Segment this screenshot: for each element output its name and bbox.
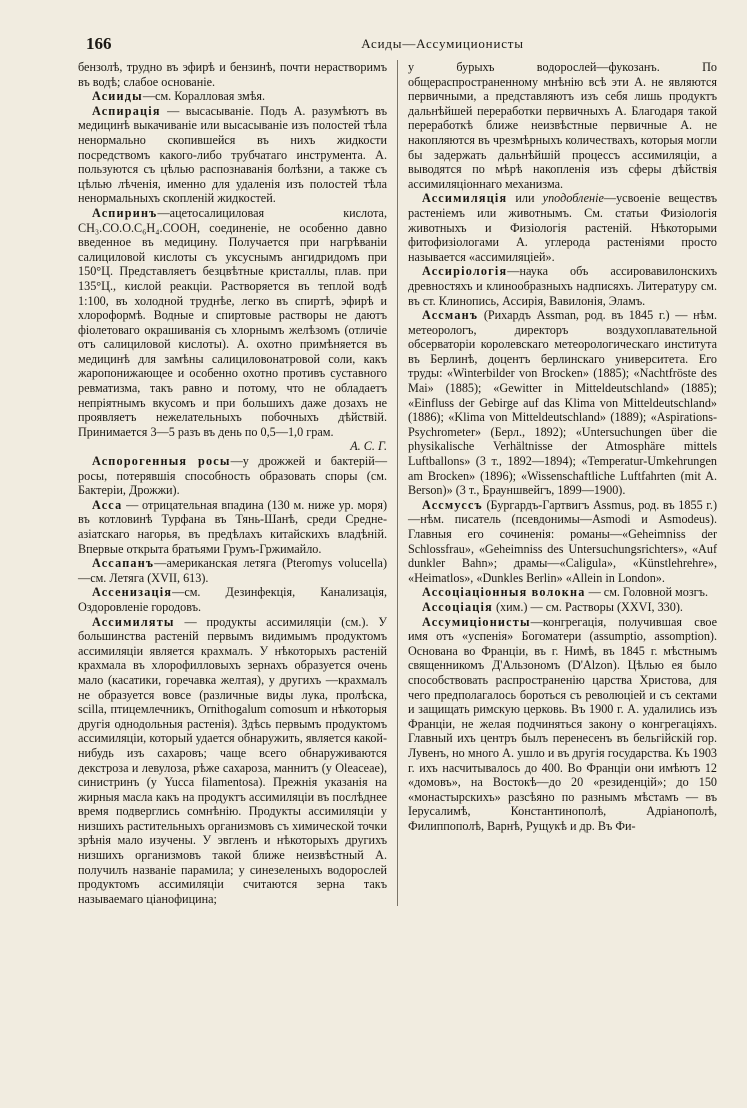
entry-headword: Ассоціаціонныя волокна [422,585,586,600]
entry-headword: Ассапанъ [92,556,155,571]
entry-text: — продукты ассимиляціи (см.). У большинства растеній первымъ видимымъ продуктомъ ассимиляціи является крахмалъ. У нѣкоторыхъ растеній крахмала въ хлорофилловыхъ зернахъ образуется очень мало (касатики, горечавка желтая), у другихъ —крахмалъ не образуется вовсе (различные виды лука, пролѣска, scilla, птицемлечникъ, Ornithogalum comosum и нѣкоторыя другія однодольныя растенія). Здѣсь первымъ продуктомъ ассимиляціи, который удается обнаружить, является какой-нибудь изъ сахаровъ; чаще всего обнаруживаются декстроза и левулоза, рѣже сахароза, маннитъ (у Oleaceae), синистринъ (у Yucca filamentosa). Прежнія указанія на жирныя масла какъ на продуктъ ассимиляціи въ послѣднее время подверглись сомнѣнію. Продукты ассимиляціи у низшихъ растительныхъ организмовъ съ химической точки зрѣнія мало изучены. У эвгленъ и нѣкоторыхъ другихъ низшихъ организмовъ такой ближе неизвѣстный А. получилъ названіе парамила; у синезеленыхъ водорослей продуктомъ ассимиляціи считаются зерна такъ называемаго ціанофицина; [78,614,388,906]
entry [78,585,387,614]
page-number: 166 [86,34,112,53]
left-column [78,60,387,906]
entry [408,264,717,308]
entry [408,191,717,264]
entry-headword: Ассмуссъ [422,497,483,512]
entry-text: у бурыхъ водорослей—фукозанъ. По общераспространенному мнѣнію всѣ эти А. не являются первичными, а представляютъ изъ себя лишь продуктъ дальнѣйшей переработки первичныхъ А. Благодаря такой переработкѣ ближе неизвѣстные первичные А. не накопляются въ чрезмѣрныхъ количествахъ, которыя могли бы задержать дальнѣйшій процессъ ассимиляціи, а выводятся по мѣрѣ накопленія изъ сферы дѣйствія ассимиляціоннаго механизма. [408,60,718,191]
entry-text: — высасываніе. Подъ А. разумѣютъ въ медицинѣ выкачиваніе или высасываніе изъ полостей тѣла ненормально скопившейся въ нихъ жидкости посредствомъ какого-либо трубчатаго инструмента. А. пользуются съ цѣлью распознаванія болѣзни, а также съ цѣлью лѣченія, именно для удаленія изъ полостей тѣла ненормальныхъ скопленій жидкостей. [78,103,388,206]
entry-headword: Ассенизація [92,585,173,600]
entry [408,498,717,586]
entry [408,585,717,600]
right-column [408,60,717,906]
text-columns [78,60,717,906]
entry-text: (Бургардъ-Гартвигъ Assmus, род. въ 1855 г.)—нѣм. писатель (псевдонимы—Asmodi и Asmodeus). Главныя его сочиненія: романы—«Geheimniss der Schlossfrau», «Geheimniss des Untersuchungsrichters», «Auf dunkler Bahn»; драмы—«Caligula», «Künstlehrehre», «Heimatlos», «Dunkles Berlin» «Allein in London». [408,497,718,585]
entry-text: бензолѣ, трудно въ эфирѣ и бензинѣ, почти нерастворимъ въ водѣ; слабое основаніе. [78,60,388,89]
entry-text: (хим.) — см. Растворы (XXVI, 330). [492,599,683,614]
running-title: Асиды—Ассумиционисты [361,36,524,51]
entry-headword: Ассумиціонисты [422,614,531,629]
entry-italic: уподобленіе [542,191,604,206]
entry [78,206,387,454]
entry-text: —наука объ ассировавилонскихъ древностяхъ и клинообразныхъ надписяхъ. Литературу см. въ ст. Клинопись, Ассирія, Вавилонія, Эламъ. [408,264,718,308]
entry [78,498,387,556]
entry [408,308,717,498]
entry-headword: Асса [92,497,123,512]
entry [78,104,387,206]
entry-headword: Аспорогенныя росы [92,454,231,469]
entry [408,600,717,615]
entry [78,615,387,907]
entry-text: —конгрегація, получившая свое имя отъ «успенія» Богоматери (assumptio, assomption). Основана во Франціи, въ г. Нимѣ, въ 1845 г. мѣстнымъ священникомъ Д'Альзономъ (D'Alzon). Цѣлью ея было способствовать распространенію царства Христова, для чего предполагалось бороться съ революціей и съ сектами и защищать римскую церковь. Въ 1900 г. А. удалились изъ Франціи, не желая подчиняться закону о конгрегаціяхъ. Главный ихъ центръ былъ перенесенъ въ бельгійскій гор. Лувенъ, но много А. ушло и въ другія государства. Къ 1903 г. ихъ насчитывалось до 400. Во Франціи они имѣютъ 12 «домовъ», на Востокѣ—до 20 «резиденцій»; до 150 «монастырскихъ» разсѣяно по разнымъ мѣстамъ — въ Іерусалимѣ, Константинополѣ, Адріанополѣ, Филиппополѣ, Варнѣ, Рущукѣ и др. Въ Фи- [408,614,718,833]
entry-continuation [78,60,387,89]
entry-headword: Аспиринъ [92,205,158,220]
entry-headword: Ассимиляція [422,191,508,206]
entry [408,615,717,834]
entry-text: — см. Головной мозгъ. [585,585,709,600]
entry-text: —см. Дезинфекція, Канализація, Оздоровленіе городовъ. [78,585,388,614]
entry-text: —ацетосалициловая кислота, CH₃.CO.O.C₆H₄.COOH, соединеніе, не особенно давно введенное въ медицину. Получается при нагрѣваніи салициловой кислоты съ уксуснымъ ангидридомъ при 150°Ц. Представляетъ безцвѣтные кристаллы, плав. при 135°Ц., кислой реакціи. Растворяется въ теплой водѣ 1:100, въ холодной труднѣе, легко въ спиртѣ, эфирѣ и хлороформѣ. Водные и спиртовые растворы не даютъ фіолетоваго окрашиванія съ хлорнымъ желѣзомъ (отличіе отъ салициловой кислоты). А. охотно примѣняется въ медицинѣ для замѣны салициловонатровой соли, какъ жаропонижающее и особенно охотно противъ суставного ревматизма, такъ равно и потому, что не обладаетъ непріятнымъ вкусомъ и при большихъ даже дозахъ не проявляетъ нежелательныхъ побочныхъ дѣйствій. Принимается 3—5 разъ въ день по 0,5—1,0 грам. [78,205,388,439]
entry-headword: Асииды [92,89,143,104]
entry-text: —у дрожжей и бактерій—росы, потерявшія способность образовать споры (см. Бактеріи, Дрожжи). [78,454,388,498]
entry-text: или [507,191,543,206]
page-header [78,30,717,60]
entry-text: —американская летяга (Pteromys volucella)—см. Летяга (XVII, 613). [78,556,388,585]
entry-continuation [408,60,717,191]
entry-text: —усвоеніе веществъ растеніемъ или животнымъ. См. статьи Физіологія животныхъ и Физіологія растеній. Нѣкоторыми фитофизіологами А. углерода растеніями просто называется «ассимиляціей». [408,191,718,264]
entry-text: —см. Коралловая змѣя. [142,89,266,104]
entry [78,454,387,498]
column-divider [397,60,398,906]
entry-headword: Ассманъ [422,308,479,323]
entry-text: — отрицательная впадина (130 м. ниже ур. моря) въ котловинѣ Турфана въ Тянь-Шанѣ, среди Средне-азіатскаго нагорья, въ предѣлахъ китайскихъ владѣній. Впервые открыта братьями Грумъ-Гржимайло. [78,497,388,556]
entry-headword: Ассимиляты [92,614,175,629]
entry [78,556,387,585]
entry-headword: Ассиріологія [422,264,508,279]
entry-headword: Аспирація [92,103,161,118]
entry-signature: А. С. Г. [350,439,388,454]
entry-text: (Рихардъ Assman, род. въ 1845 г.) — нѣм. метеорологъ, директоръ воздухоплавательной обсерваторіи королевскаго метеорологическаго института въ Берлинѣ, доцентъ берлинскаго университета. Его труды: «Winterbilder von Brocken» (1885); «Nachtfröste des Mai» (1885); «Gewitter in Mitteldeutschland» (1885); «Einfluss der Gebirge auf das Klima von Mitteldeutschland» (1886); «Klima von Mitteldeutschland» (1889); «Aspirations-Psychrometer» (Берл., 1892); «Untersuchungen über die physikalische Verhältnisse der Atmosphäre mittels Luftballons» (3 т., 1892—1894); «Temperatur-Umkehrungen am Brocken» (1896); «Wissenschaftliche Luftfahrten (mit A. Berson)» (3 т., Брауншвейгъ, 1899—1900). [408,308,718,498]
entry-headword: Ассоціація [422,599,493,614]
entry [78,89,387,104]
